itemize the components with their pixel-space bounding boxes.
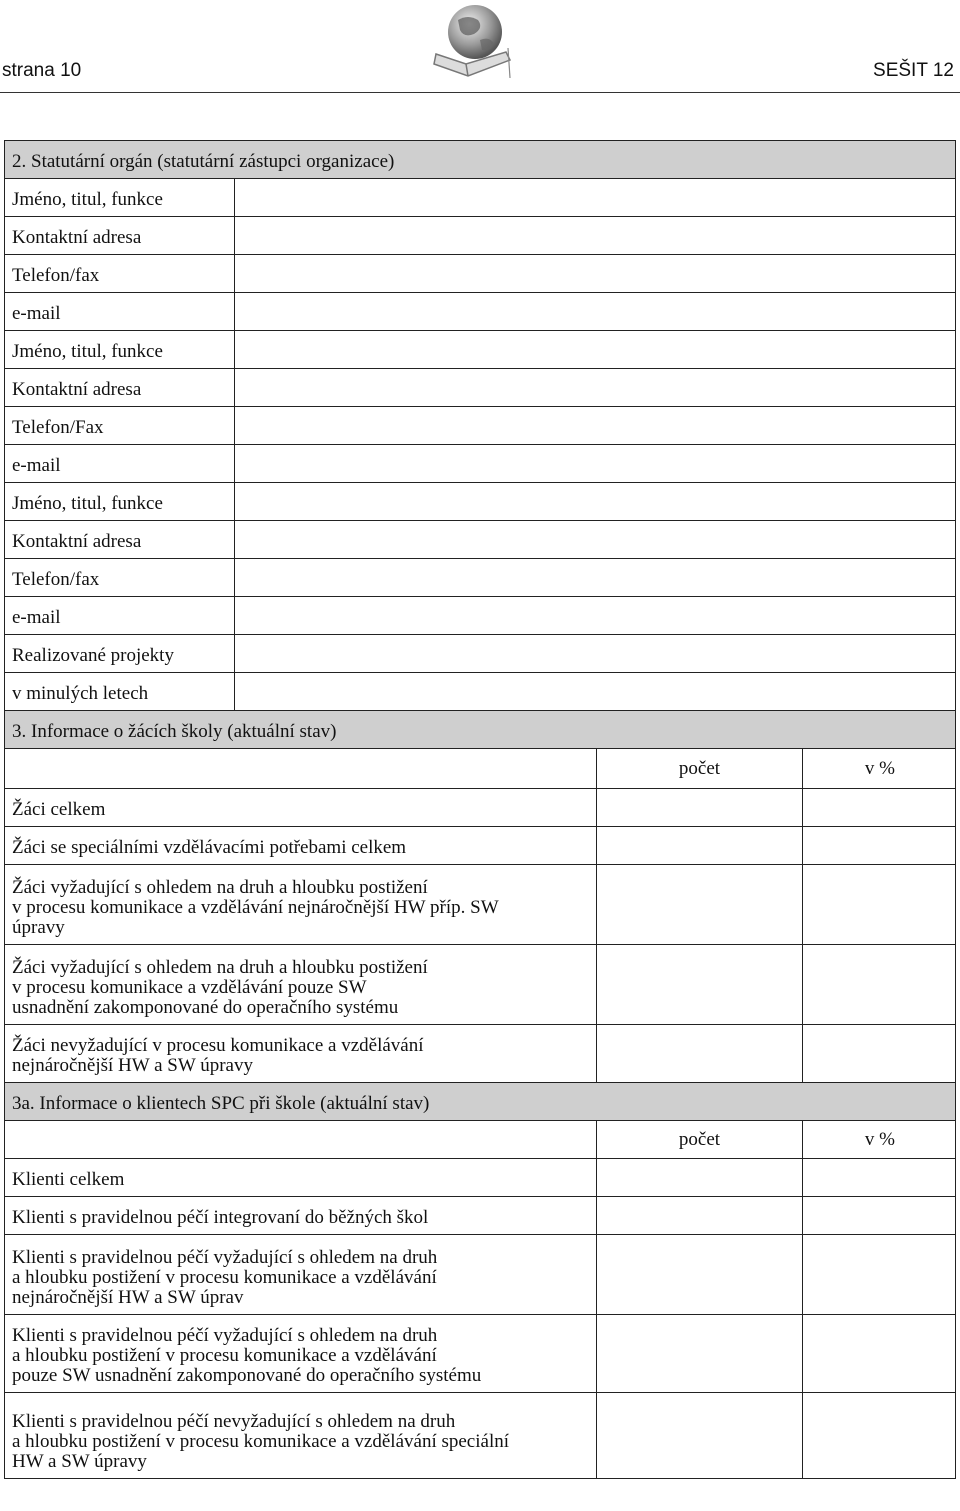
page-number: strana 10 (2, 60, 82, 81)
form-row (4, 407, 956, 445)
field-input[interactable] (234, 673, 955, 710)
section-3a-title (4, 1083, 956, 1121)
section-3a-title-text: 3a. Informace o klientech SPC při škole (aktuální stav) (12, 1093, 430, 1114)
row-label: Klienti s pravidelnou péčí integrovaní do běžných škol (12, 1207, 429, 1228)
header-spacer (5, 1121, 596, 1158)
row-label: Klienti celkem (12, 1169, 125, 1190)
field-label: Kontaktní adresa (12, 227, 142, 248)
form-row (4, 559, 956, 597)
field-input[interactable] (234, 179, 955, 216)
field-input[interactable] (234, 407, 955, 444)
count-cell[interactable] (596, 789, 802, 826)
form-row (4, 673, 956, 711)
form-row (4, 445, 956, 483)
column-header-count: počet (596, 1121, 802, 1158)
count-cell[interactable] (596, 827, 802, 864)
row-label: Žáci vyžadující s ohledem na druh a hloubku postižení v procesu komunikace a vzdělávání pouze SW usnadnění zakomponované do operačního systému (12, 957, 428, 1018)
form-row (4, 369, 956, 407)
count-cell[interactable] (596, 1393, 802, 1478)
row-label: Žáci celkem (12, 799, 106, 820)
table-row (4, 865, 956, 945)
field-label: Kontaktní adresa (12, 379, 142, 400)
section-2-title (4, 141, 956, 179)
field-label: Telefon/Fax (12, 417, 104, 438)
column-header-percent: v % (802, 749, 955, 788)
field-input[interactable] (234, 369, 955, 406)
field-label: e-mail (12, 607, 61, 628)
form-sheet (4, 140, 956, 1479)
percent-cell[interactable] (802, 865, 955, 944)
form-row (4, 521, 956, 559)
table-header-row (4, 749, 956, 789)
percent-cell[interactable] (802, 1159, 955, 1196)
percent-cell[interactable] (802, 1393, 955, 1478)
percent-cell[interactable] (802, 827, 955, 864)
table-row (4, 1025, 956, 1083)
field-input[interactable] (234, 293, 955, 330)
percent-cell[interactable] (802, 1025, 955, 1082)
form-row (4, 331, 956, 369)
header-divider (0, 92, 960, 93)
table-header-row (4, 1121, 956, 1159)
section-3-title-text: 3. Informace o žácích školy (aktuální stav) (12, 721, 337, 742)
count-cell[interactable] (596, 865, 802, 944)
field-input[interactable] (234, 255, 955, 292)
field-label: e-mail (12, 303, 61, 324)
form-row (4, 255, 956, 293)
table-row (4, 1393, 956, 1479)
percent-cell[interactable] (802, 1315, 955, 1392)
row-label: Žáci vyžadující s ohledem na druh a hloubku postižení v procesu komunikace a vzdělávání nejnáročnější HW příp. SW úpravy (12, 877, 499, 938)
form-row (4, 597, 956, 635)
table-row (4, 1159, 956, 1197)
row-label: Klienti s pravidelnou péčí nevyžadující s ohledem na druh a hloubku postižení v procesu komunikace a vzdělávání speciální HW a SW úpravy (12, 1411, 510, 1472)
column-header-count: počet (596, 749, 802, 788)
count-cell[interactable] (596, 1159, 802, 1196)
field-label: Telefon/fax (12, 265, 100, 286)
field-label: v minulých letech (12, 683, 149, 704)
issue-label: SEŠIT 12 (873, 60, 954, 81)
percent-cell[interactable] (802, 789, 955, 826)
percent-cell[interactable] (802, 1197, 955, 1234)
section-2-title-text: 2. Statutární orgán (statutární zástupci organizace) (12, 151, 395, 172)
form-row (4, 217, 956, 255)
header-spacer (5, 749, 596, 788)
row-label: Žáci nevyžadující v procesu komunikace a vzdělávání nejnáročnější HW a SW úpravy (12, 1035, 424, 1076)
form-row (4, 293, 956, 331)
field-input[interactable] (234, 521, 955, 558)
form-row (4, 635, 956, 673)
field-label: Jméno, titul, funkce (12, 341, 163, 362)
table-row (4, 945, 956, 1025)
count-cell[interactable] (596, 1235, 802, 1314)
field-label: Realizované projekty (12, 645, 174, 666)
field-input[interactable] (234, 483, 955, 520)
table-row (4, 1235, 956, 1315)
field-input[interactable] (234, 217, 955, 254)
table-row (4, 1315, 956, 1393)
field-label: e-mail (12, 455, 61, 476)
table-row (4, 1197, 956, 1235)
count-cell[interactable] (596, 1197, 802, 1234)
form-row (4, 179, 956, 217)
column-header-percent: v % (802, 1121, 955, 1158)
field-input[interactable] (234, 331, 955, 368)
field-input[interactable] (234, 559, 955, 596)
form-row (4, 483, 956, 521)
field-label: Kontaktní adresa (12, 531, 142, 552)
row-label: Žáci se speciálními vzdělávacími potřebami celkem (12, 837, 407, 858)
percent-cell[interactable] (802, 1235, 955, 1314)
field-input[interactable] (234, 635, 955, 672)
percent-cell[interactable] (802, 945, 955, 1024)
table-row (4, 827, 956, 865)
field-label: Jméno, titul, funkce (12, 493, 163, 514)
field-input[interactable] (234, 445, 955, 482)
row-label: Klienti s pravidelnou péčí vyžadující s ohledem na druh a hloubku postižení v procesu komunikace a vzdělávání pouze SW usnadnění zakomponované do operačního systému (12, 1325, 482, 1386)
count-cell[interactable] (596, 1025, 802, 1082)
table-row (4, 789, 956, 827)
count-cell[interactable] (596, 1315, 802, 1392)
field-label: Jméno, titul, funkce (12, 189, 163, 210)
count-cell[interactable] (596, 945, 802, 1024)
row-label: Klienti s pravidelnou péčí vyžadující s ohledem na druh a hloubku postižení v procesu komunikace a vzdělávání nejnáročnější HW a SW úprav (12, 1247, 438, 1308)
globe-book-icon (428, 2, 518, 82)
field-label: Telefon/fax (12, 569, 100, 590)
field-input[interactable] (234, 597, 955, 634)
section-3-title (4, 711, 956, 749)
